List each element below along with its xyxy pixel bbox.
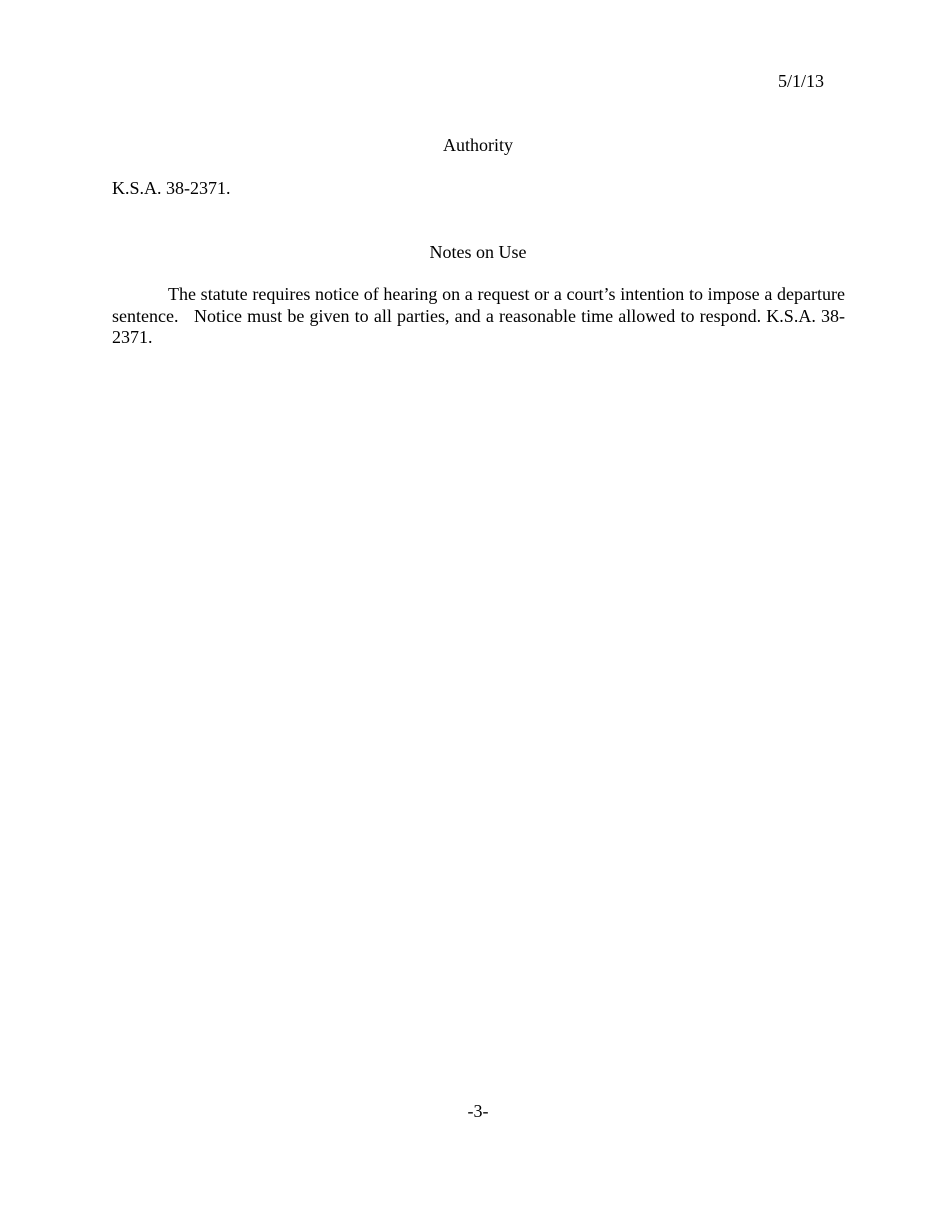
document-date: 5/1/13 <box>777 71 824 91</box>
authority-citation: K.S.A. 38-2371. <box>112 178 231 198</box>
notes-on-use-heading: Notes on Use <box>429 242 527 262</box>
page-number: -3- <box>467 1101 489 1121</box>
notes-on-use-paragraph: The statute requires notice of hearing on a request or a court’s intention to impose a departure sentence. Notice must be given to all parties, and a reasonable time allowed to respond. K.S.A. 38-2371. <box>112 284 845 347</box>
authority-heading: Authority <box>443 135 513 155</box>
